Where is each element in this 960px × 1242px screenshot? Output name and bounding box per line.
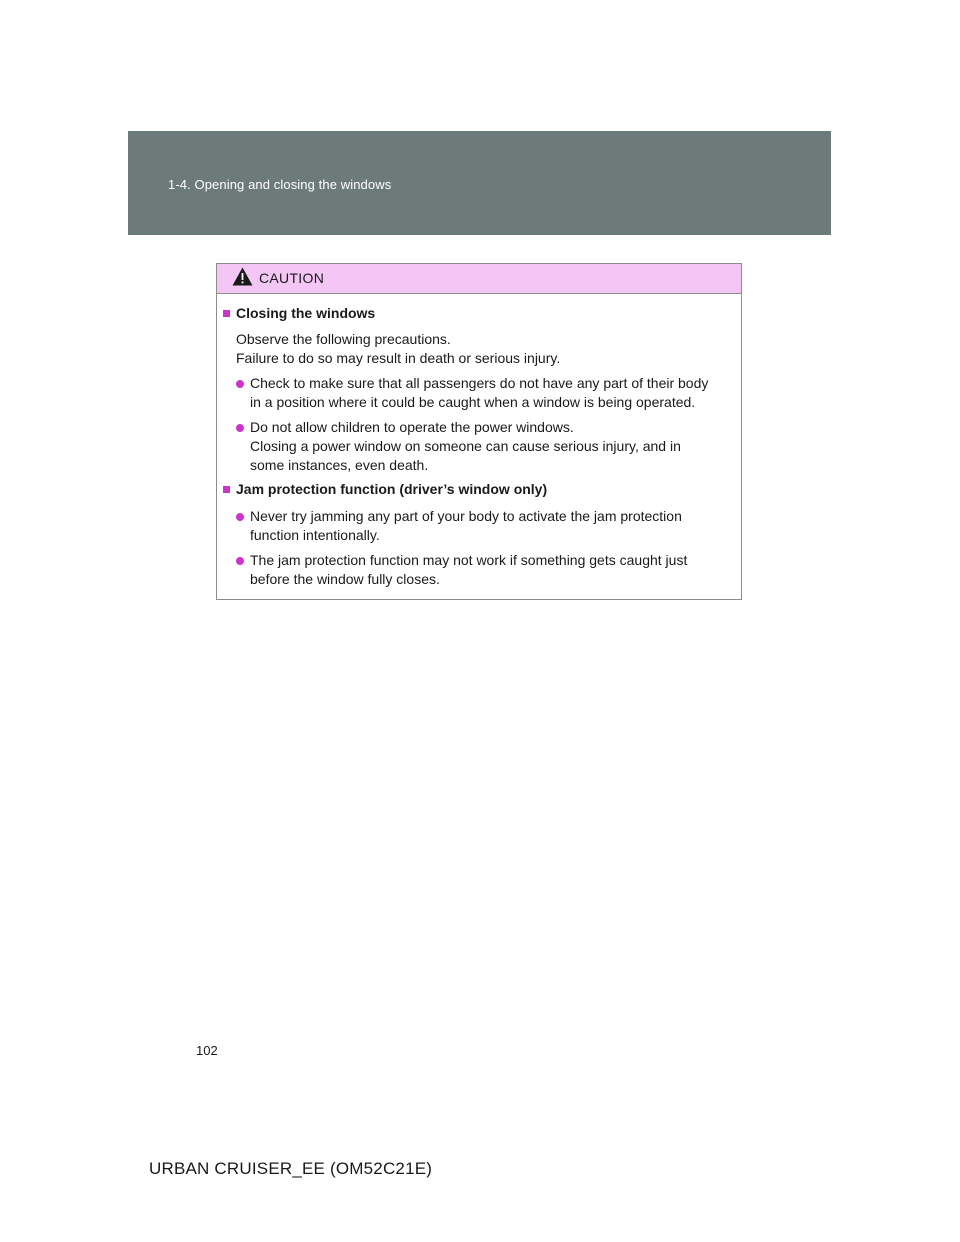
square-bullet-icon xyxy=(223,486,230,493)
round-bullet-icon xyxy=(236,557,244,565)
section-heading-closing-windows xyxy=(223,304,375,323)
intro-paragraph xyxy=(236,330,560,368)
item-line: in a position where it could be caught when a window is being operated. xyxy=(250,394,696,410)
list-item xyxy=(236,507,736,545)
list-item xyxy=(236,551,736,589)
item-line: Never try jamming any part of your body to activate the jam protection xyxy=(250,508,682,524)
caution-label: CAUTION xyxy=(259,270,325,286)
header-band xyxy=(128,131,831,235)
intro-line: Failure to do so may result in death or serious injury. xyxy=(236,350,561,366)
round-bullet-icon xyxy=(236,513,244,521)
footer-document-code: URBAN CRUISER_EE (OM52C21E) xyxy=(149,1159,433,1178)
caution-header xyxy=(217,264,741,294)
section-heading-text: Jam protection function (driver’s window only) xyxy=(236,481,548,497)
intro-line: Observe the following precautions. xyxy=(236,331,451,347)
item-line: before the window fully closes. xyxy=(250,571,440,587)
section-heading-text: Closing the windows xyxy=(236,305,376,321)
item-line: The jam protection function may not work if something gets caught just xyxy=(250,552,688,568)
item-line: Check to make sure that all passengers do not have any part of their body xyxy=(250,375,709,391)
item-line: Do not allow children to operate the power windows. xyxy=(250,419,574,435)
item-line: function intentionally. xyxy=(250,527,380,543)
list-item xyxy=(236,418,736,475)
round-bullet-icon xyxy=(236,424,244,432)
section-title: 1-4. Opening and closing the windows xyxy=(168,177,392,192)
round-bullet-icon xyxy=(236,380,244,388)
list-item xyxy=(236,374,736,412)
item-line: some instances, even death. xyxy=(250,457,429,473)
warning-triangle-icon xyxy=(232,267,253,286)
section-heading-jam-protection xyxy=(223,480,547,499)
item-line: Closing a power window on someone can cause serious injury, and in xyxy=(250,438,681,454)
square-bullet-icon xyxy=(223,310,230,317)
page-number: 102 xyxy=(196,1043,218,1058)
caution-box xyxy=(216,263,742,600)
